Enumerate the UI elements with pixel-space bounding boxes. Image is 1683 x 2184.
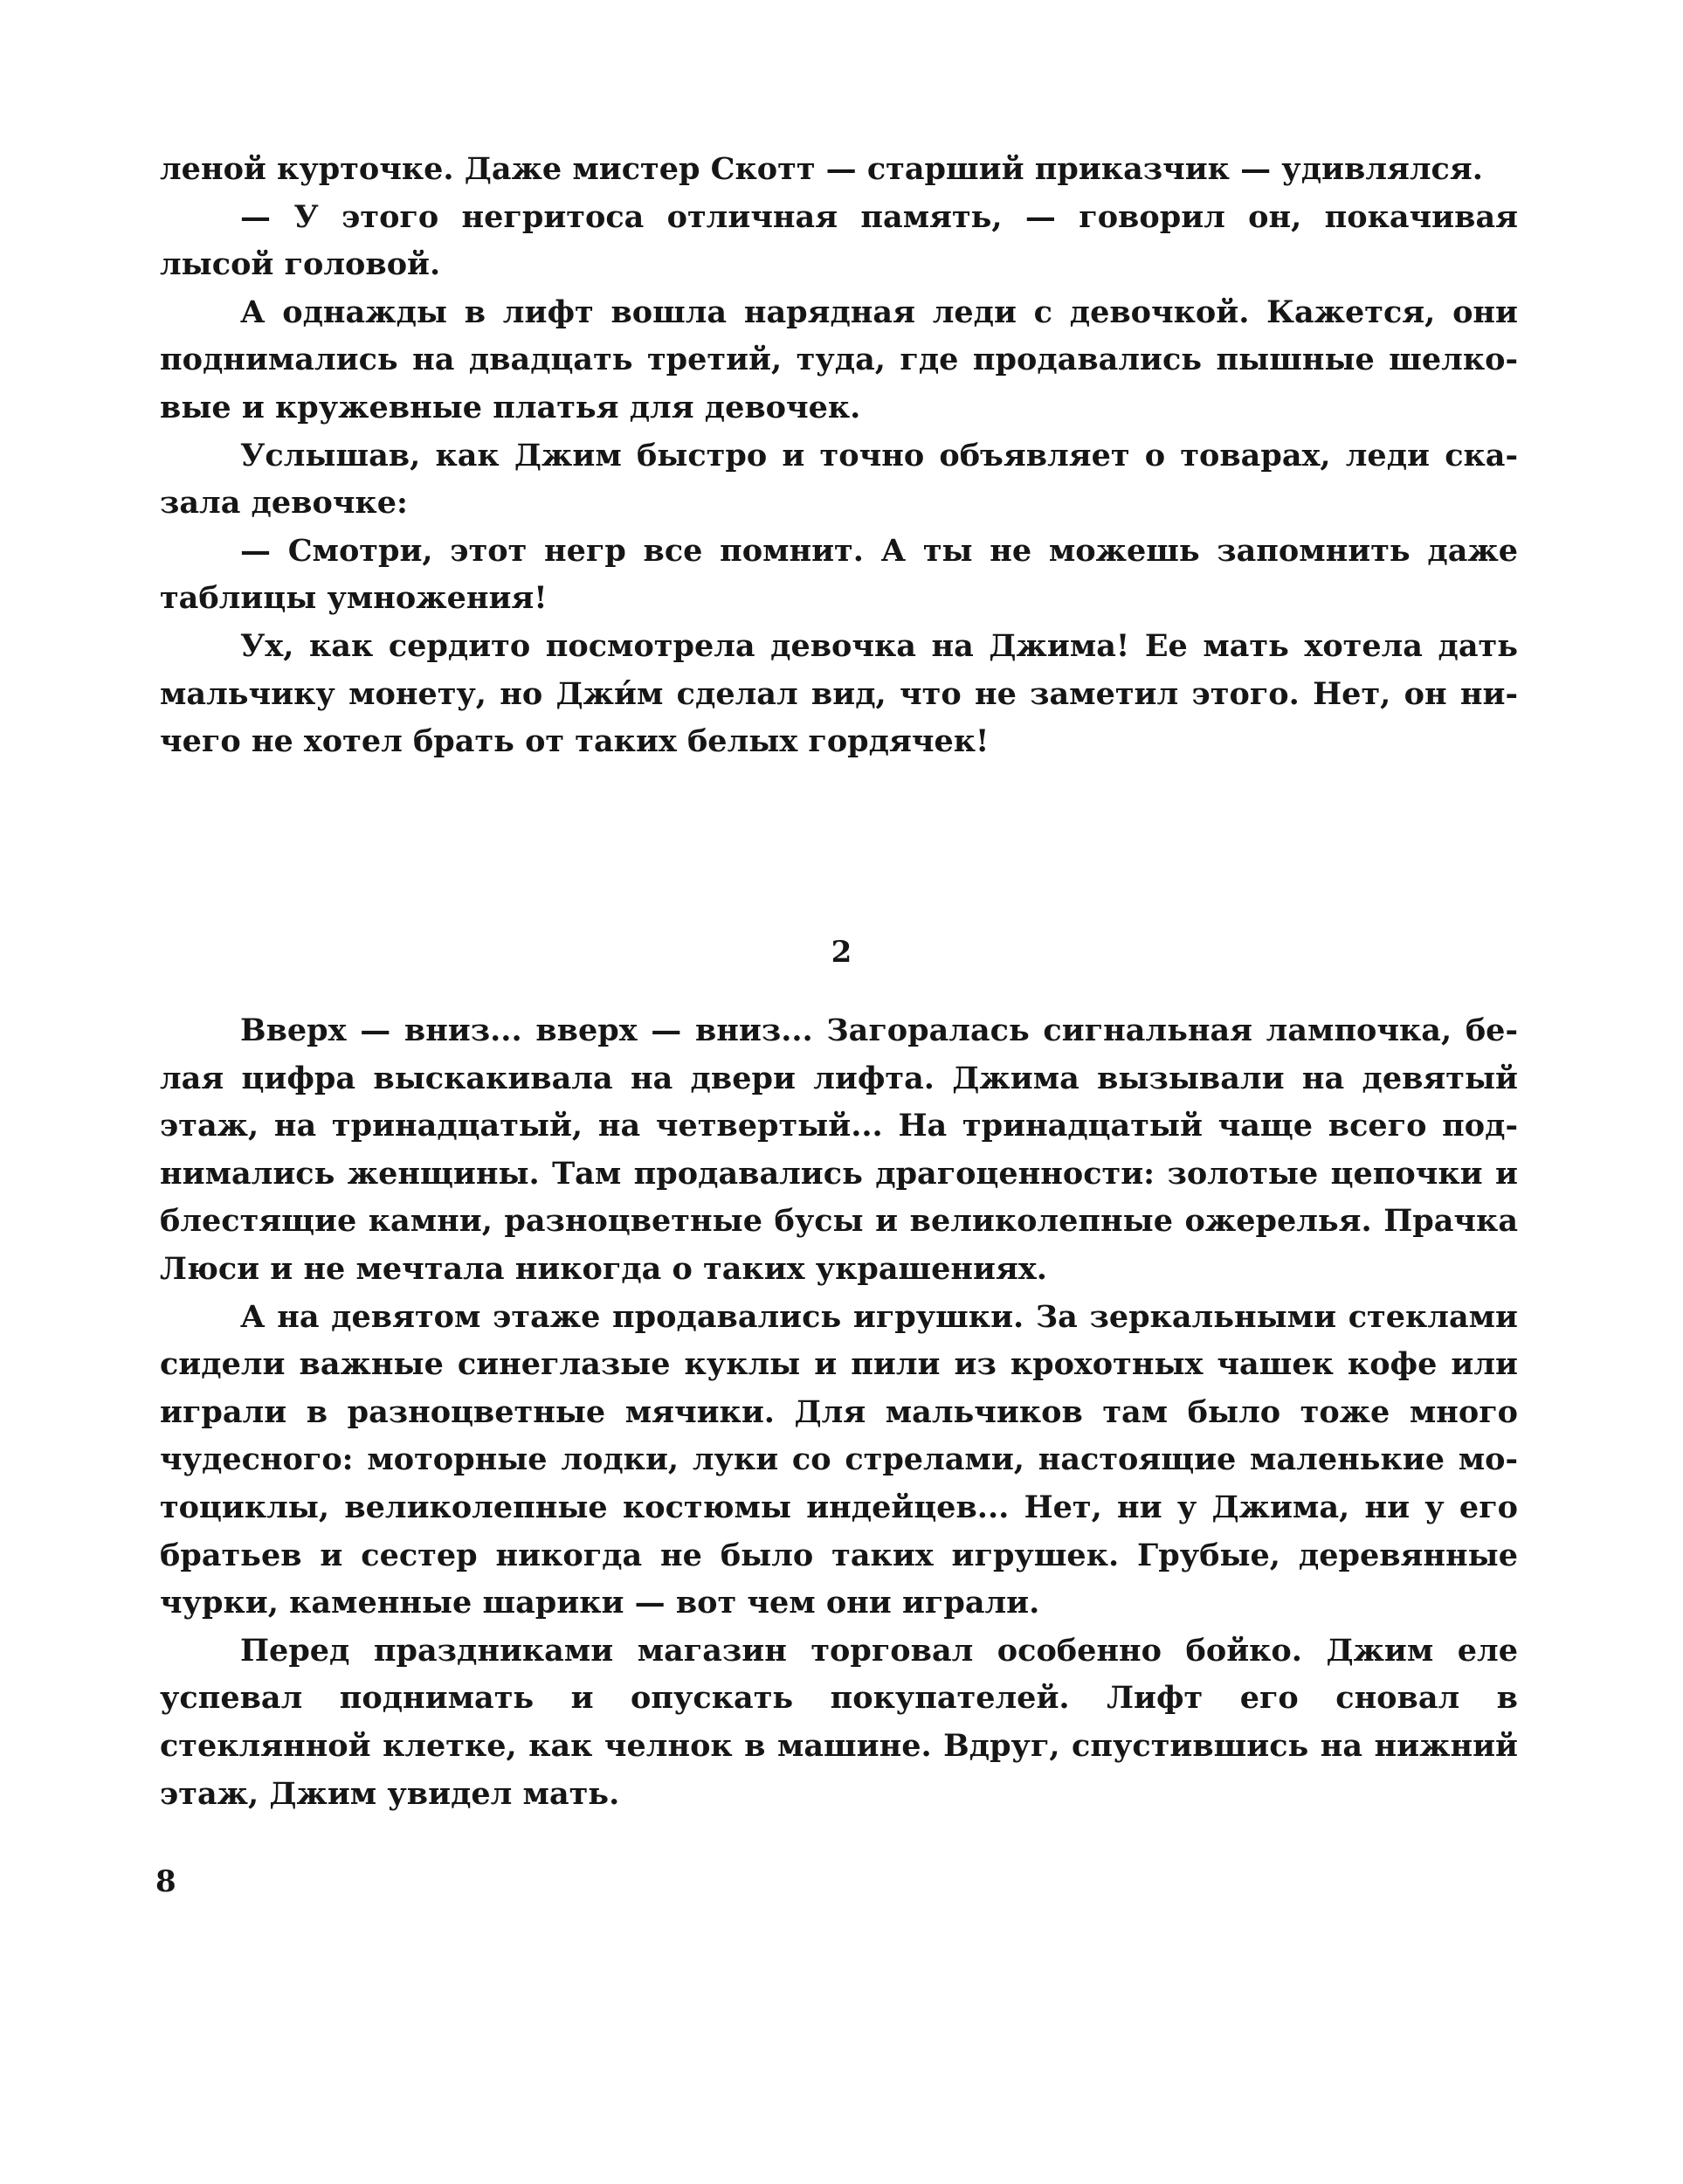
paragraph: Услышав, как Джим быстро и точно объявляет о товарах, леди сказала девочке: <box>160 437 1518 522</box>
chapter-number: 2 <box>831 935 852 970</box>
text-block-bottom <box>160 1007 1518 1818</box>
page-number: 8 <box>155 1864 176 1899</box>
paragraph: А однажды в лифт вошла нарядная леди с девочкой. Кажется, они поднимались на двадцать третий, туда, где продавались пышные шелковые и кружевные платья для девочек. <box>160 294 1518 425</box>
paragraph: Вверх — вниз... вверх — вниз... Загоралась сигнальная лампочка, белая цифра выскакивала на двери лифта. Джима вызывали на девятый этаж, на тринадцатый, на четвертый... На тринадцатый чаще всего поднимались женщины. Там продавались драгоценности: золотые цепочки и блестящие камни, разноцветные бусы и великолепные ожерелья. Прачка Люси и не мечтала никогда о таких украшениях. <box>160 1013 1518 1287</box>
paragraph: А на девятом этаже продавались игрушки. За зеркальными стеклами сидели важные синеглазые куклы и пили из крохотных чашек кофе или играли в разноцветные мячики. Для мальчиков там было тоже много чудесного: моторные лодки, луки со стрелами, настоящие маленькие мотоциклы, великолепные костюмы индейцев... Нет, ни у Джима, ни у его братьев и сестер никогда не было таких игрушек. Грубые, деревянные чурки, каменные шарики — вот чем они играли. <box>160 1298 1518 1621</box>
text-block-top <box>160 146 1518 766</box>
paragraph: леной курточке. Даже мистер Скотт — старший приказчик — удивлялся. <box>160 151 1483 187</box>
paragraph: — У этого негритоса отличная память, — говорил он, покачивая лысой головой. <box>160 198 1518 283</box>
paragraph: Ух, как сердито посмотрела девочка на Джима! Ее мать хотела дать мальчику монету, но Джи́м сделал вид, что не заметил этого. Нет, он ничего не хотел брать от таких белых гордячек! <box>160 627 1518 760</box>
paragraph: Перед праздниками магазин торговал особенно бойко. Джим еле успевал поднимать и опускать покупателей. Лифт его сновал в стеклянной клетке, как челнок в машине. Вдруг, спустившись на нижний этаж, Джим увидел мать. <box>160 1632 1518 1812</box>
paragraph: — Смотри, этот негр все помнит. А ты не можешь запомнить даже таблицы умножения! <box>160 532 1518 617</box>
